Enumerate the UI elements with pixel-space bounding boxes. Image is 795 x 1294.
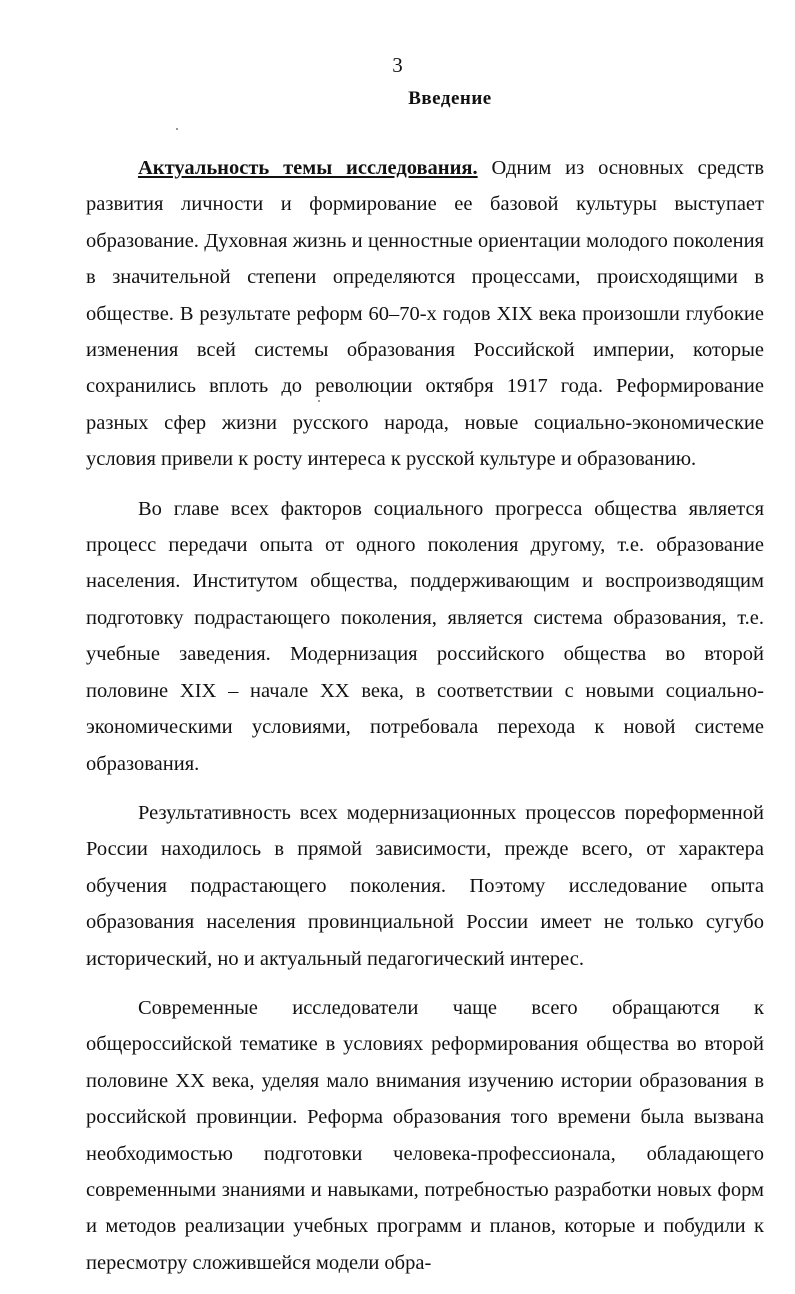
paragraph-relevance — [86, 150, 764, 478]
paragraph-text: Одним из основных средств развития личности и формирование ее базовой культуры выступает образование. Духовная жизнь и ценностные ориентации молодого поколения в значительной степени определяются процессами, происходящими в обществе. В результате реформ 60–70-х годов XIX века произошли глубокие изменения всей системы образования Российской империи, которые сохранились вплоть до революции октября 1917 года. Реформирование разных сфер жизни русского народа, новые социально-экономические условия привели к росту интереса к русской культуре и образованию. — [86, 157, 764, 471]
scan-speck — [318, 400, 320, 402]
scan-speck — [176, 128, 178, 130]
paragraph-text: Во главе всех факторов социального прогресса общества является процесс передачи опыта от одного поколения другому, т.е. образование населения. Институтом общества, поддерживающим и воспроизводящим подготовку подрастающего поколения, является система образования, т.е. учебные заведения. Модернизация российского общества во второй половине XIX – начале XX века, в соответствии с новыми социально-экономическими условиями, потребовала перехода к новой системе образования. — [86, 497, 764, 775]
paragraph-lead-relevance: Актуальность темы исследования. — [138, 157, 478, 179]
paragraph-modernization — [86, 795, 764, 977]
section-heading: Введение — [408, 88, 492, 109]
paragraph-social-progress — [86, 491, 764, 782]
paragraph-researchers — [86, 990, 764, 1281]
document-body — [86, 150, 764, 1294]
paragraph-text: Результативность всех модернизационных процессов пореформенной России находилось в прямой зависимости, прежде всего, от характера обучения подрастающего поколения. Поэтому исследование опыта образования населения провинциальной России имеет не только сугубо исторический, но и актуальный педагогический интерес. — [86, 801, 764, 970]
paragraph-text: Современные исследователи чаще всего обращаются к общероссийской тематике в условиях реформирования общества во второй половине XX века, уделяя мало внимания изучению истории образования в российской провинции. Реформа образования того времени была вызвана необходимостью подготовки человека-профессионала, обладающего современными знаниями и навыками, потребностью разработки новых форм и методов реализации учебных программ и планов, которые и побудили к пересмотру сложившейся модели обра- — [86, 996, 764, 1274]
page-number: 3 — [392, 53, 403, 77]
